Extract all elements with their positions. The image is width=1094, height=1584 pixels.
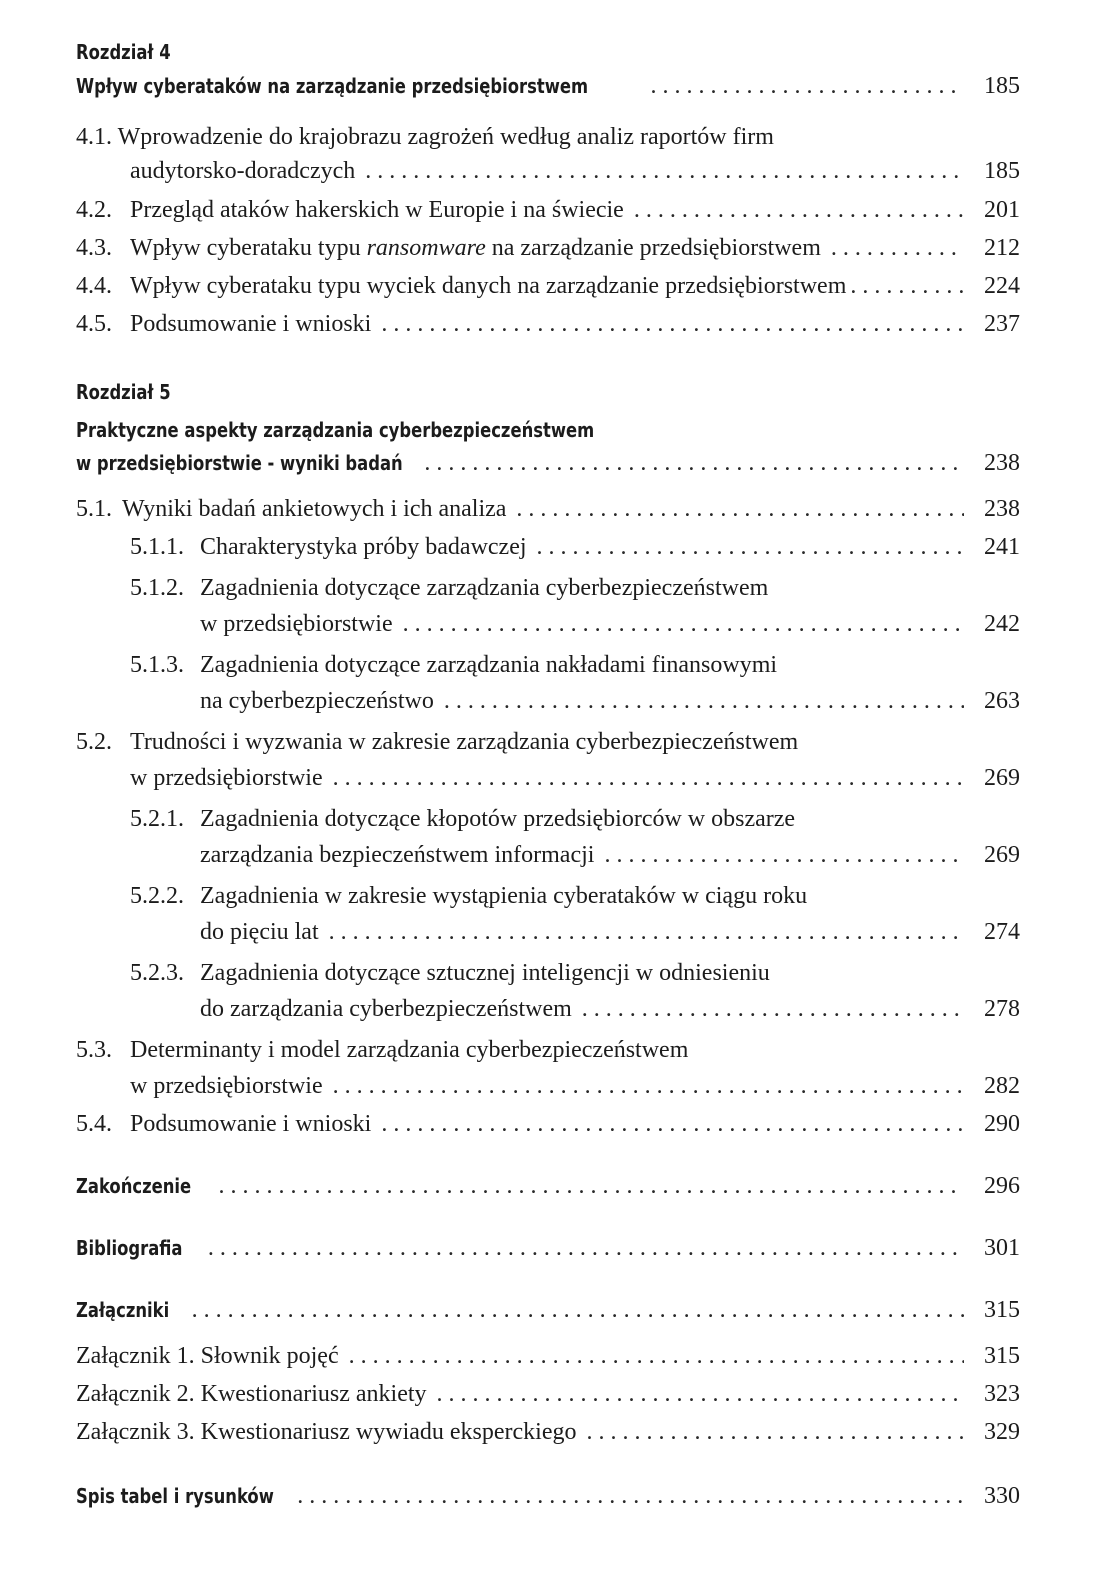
page-number: 330 — [984, 1483, 1020, 1509]
page-number: 315 — [984, 1297, 1020, 1323]
page-number: 224 — [984, 273, 1020, 299]
toc-entry-tables-figures — [76, 1483, 1020, 1521]
section-number: 5.1. — [76, 496, 112, 522]
dot-leader — [403, 611, 964, 638]
dot-leader — [634, 197, 964, 224]
section-title-line2: w przedsiębiorstwie — [200, 611, 393, 637]
dot-leader — [604, 842, 964, 869]
dot-leader — [437, 1381, 964, 1408]
toc-entry-5-2-1-line1 — [130, 806, 795, 833]
section-title-line1: Zagadnienia dotyczące zarządzania nakładami finansowymi — [200, 652, 778, 678]
page-number: 237 — [984, 311, 1020, 337]
page-number: 323 — [984, 1381, 1020, 1407]
toc-entry-5-1-2-line1 — [130, 575, 768, 602]
chapter-4-title: Wpływ cyberataków na zarządzanie przedsiębiorstwem — [76, 74, 589, 98]
toc-entry-5-2-2-line1 — [130, 883, 807, 910]
page-number: 201 — [984, 197, 1020, 223]
attachment-title: Załącznik 3. Kwestionariusz wywiadu eksperckiego — [76, 1419, 577, 1445]
section-title-line1: Determinanty i model zarządzania cyberbezpieczeństwem — [130, 1037, 689, 1063]
toc-entry-5-1-3-line1 — [130, 652, 777, 679]
chapter-5-title-line2: w przedsiębiorstwie - wyniki badań — [76, 451, 403, 475]
toc-entry-4-3 — [76, 235, 1020, 273]
section-number: 4.5. — [76, 311, 112, 337]
section-title: Wpływ cyberataku typu ransomware na zarządzanie przedsiębiorstwem — [130, 235, 821, 261]
toc-entry-5-2-3-line2 — [200, 996, 1020, 1034]
ending-title: Zakończenie — [76, 1174, 192, 1198]
chapter-5-label: Rozdział 5 — [76, 380, 171, 404]
page-number: 241 — [984, 534, 1020, 560]
dot-leader — [349, 1343, 964, 1370]
section-title-line2: w przedsiębiorstwie — [130, 1073, 323, 1099]
page-number: 238 — [984, 496, 1020, 522]
attachment-title: Załącznik 2. Kwestionariusz ankiety — [76, 1381, 427, 1407]
page-number: 274 — [984, 919, 1020, 945]
chapter-4-label: Rozdział 4 — [76, 40, 171, 64]
section-title: Wyniki badań ankietowych i ich analiza — [122, 496, 507, 522]
bibliography-title: Bibliografia — [76, 1236, 183, 1260]
chapter-4-title-entry — [76, 73, 1020, 111]
section-number: 5.2.3. — [130, 960, 184, 986]
toc-entry-ending — [76, 1173, 1020, 1211]
section-title-line2: na cyberbezpieczeństwo — [200, 688, 434, 714]
section-number: 5.1.2. — [130, 575, 184, 601]
page-number: 238 — [984, 450, 1020, 476]
dot-leader — [650, 73, 964, 100]
dot-leader — [333, 1073, 964, 1100]
section-number: 4.2. — [76, 197, 112, 223]
toc-entry-4-1-line2 — [130, 158, 1020, 196]
section-title-line2: audytorsko-doradczych — [130, 158, 356, 184]
section-title-line1: Trudności i wyzwania w zakresie zarządzania cyberbezpieczeństwem — [130, 729, 799, 755]
dot-leader — [218, 1173, 964, 1200]
toc-entry-5-1 — [76, 496, 1020, 534]
page-number: 329 — [984, 1419, 1020, 1445]
toc-entry-5-3-line2 — [130, 1073, 1020, 1111]
dot-leader — [831, 235, 964, 262]
dot-leader — [381, 311, 964, 338]
section-title-line1: Zagadnienia dotyczące sztucznej inteligencji w odniesieniu — [200, 960, 770, 986]
dot-leader — [365, 158, 964, 185]
dot-leader — [444, 688, 964, 715]
section-title: Podsumowanie i wnioski — [130, 311, 372, 337]
section-title-line1: Zagadnienia dotyczące kłopotów przedsiębiorców w obszarze — [200, 806, 796, 832]
page-number: 212 — [984, 235, 1020, 261]
toc-entry-5-2-1-line2 — [200, 842, 1020, 880]
toc-entry-attachments — [76, 1297, 1020, 1335]
chapter-5-title-line1: Praktyczne aspekty zarządzania cyberbezpieczeństwem — [76, 418, 595, 442]
dot-leader — [333, 765, 964, 792]
section-number: 5.1.1. — [130, 534, 184, 560]
toc-entry-bibliography — [76, 1235, 1020, 1273]
dot-leader — [850, 273, 970, 300]
attachments-title: Załączniki — [76, 1298, 170, 1322]
toc-entry-4-2 — [76, 197, 1020, 235]
page-number: 296 — [984, 1173, 1020, 1199]
section-number: 5.2. — [76, 729, 112, 755]
dot-leader — [192, 1297, 964, 1324]
section-title-line2: do pięciu lat — [200, 919, 319, 945]
toc-entry-5-2-line2 — [130, 765, 1020, 803]
section-title: Przegląd ataków hakerskich w Europie i na świecie — [130, 197, 624, 223]
page-number: 185 — [984, 158, 1020, 184]
section-number: 4.1. — [76, 124, 112, 150]
page-number: 278 — [984, 996, 1020, 1022]
section-title: Charakterystyka próby badawczej — [200, 534, 527, 560]
dot-leader — [208, 1235, 964, 1262]
section-number: 5.4. — [76, 1111, 112, 1137]
page-number: 269 — [984, 765, 1020, 791]
section-title-line2: zarządzania bezpieczeństwem informacji — [200, 842, 595, 868]
toc-entry-5-2-line1 — [76, 729, 798, 756]
toc-entry-attachment-1 — [76, 1343, 1020, 1381]
dot-leader — [424, 450, 964, 477]
toc-entry-5-2-2-line2 — [200, 919, 1020, 957]
page-number: 301 — [984, 1235, 1020, 1261]
toc-entry-4-5 — [76, 311, 1020, 349]
section-number: 5.2.2. — [130, 883, 184, 909]
dot-leader — [329, 919, 964, 946]
toc-entry-5-1-3-line2 — [200, 688, 1020, 726]
section-number: 4.4. — [76, 273, 112, 299]
toc-entry-attachment-3 — [76, 1419, 1020, 1457]
toc-entry-4-1-line1 — [76, 124, 774, 151]
toc-entry-5-1-2-line2 — [200, 611, 1020, 649]
page-number: 242 — [984, 611, 1020, 637]
section-number: 5.2.1. — [130, 806, 184, 832]
section-title-line2: w przedsiębiorstwie — [130, 765, 323, 791]
page-number: 315 — [984, 1343, 1020, 1369]
page-number: 290 — [984, 1111, 1020, 1137]
toc-entry-5-3-line1 — [76, 1037, 688, 1064]
toc-entry-attachment-2 — [76, 1381, 1020, 1419]
toc-entry-5-2-3-line1 — [130, 960, 770, 987]
dot-leader — [582, 996, 964, 1023]
page-number: 263 — [984, 688, 1020, 714]
section-title: Podsumowanie i wnioski — [130, 1111, 372, 1137]
page-number: 185 — [984, 73, 1020, 99]
section-title-line1: Zagadnienia dotyczące zarządzania cyberbezpieczeństwem — [200, 575, 769, 601]
section-title-line1: Wprowadzenie do krajobrazu zagrożeń według analiz raportów firm — [117, 124, 774, 150]
toc-entry-4-4 — [76, 273, 1020, 311]
chapter-5-title-entry — [76, 450, 1020, 488]
tables-figures-title: Spis tabel i rysunków — [76, 1484, 274, 1508]
page-number: 269 — [984, 842, 1020, 868]
page-number: 282 — [984, 1073, 1020, 1099]
dot-leader — [537, 534, 964, 561]
section-number: 5.3. — [76, 1037, 112, 1063]
section-title: Wpływ cyberataku typu wyciek danych na zarządzanie przedsiębiorstwem — [130, 273, 847, 299]
dot-leader — [381, 1111, 964, 1138]
attachment-title: Załącznik 1. Słownik pojęć — [76, 1343, 339, 1369]
section-number: 5.1.3. — [130, 652, 184, 678]
dot-leader — [297, 1483, 964, 1510]
dot-leader — [516, 496, 964, 523]
dot-leader — [587, 1419, 965, 1446]
section-title-line1: Zagadnienia w zakresie wystąpienia cyberataków w ciągu roku — [200, 883, 808, 909]
toc-entry-5-1-1 — [130, 534, 1020, 572]
section-number: 4.3. — [76, 235, 112, 261]
toc-entry-5-4 — [76, 1111, 1020, 1149]
section-title-line2: do zarządzania cyberbezpieczeństwem — [200, 996, 572, 1022]
